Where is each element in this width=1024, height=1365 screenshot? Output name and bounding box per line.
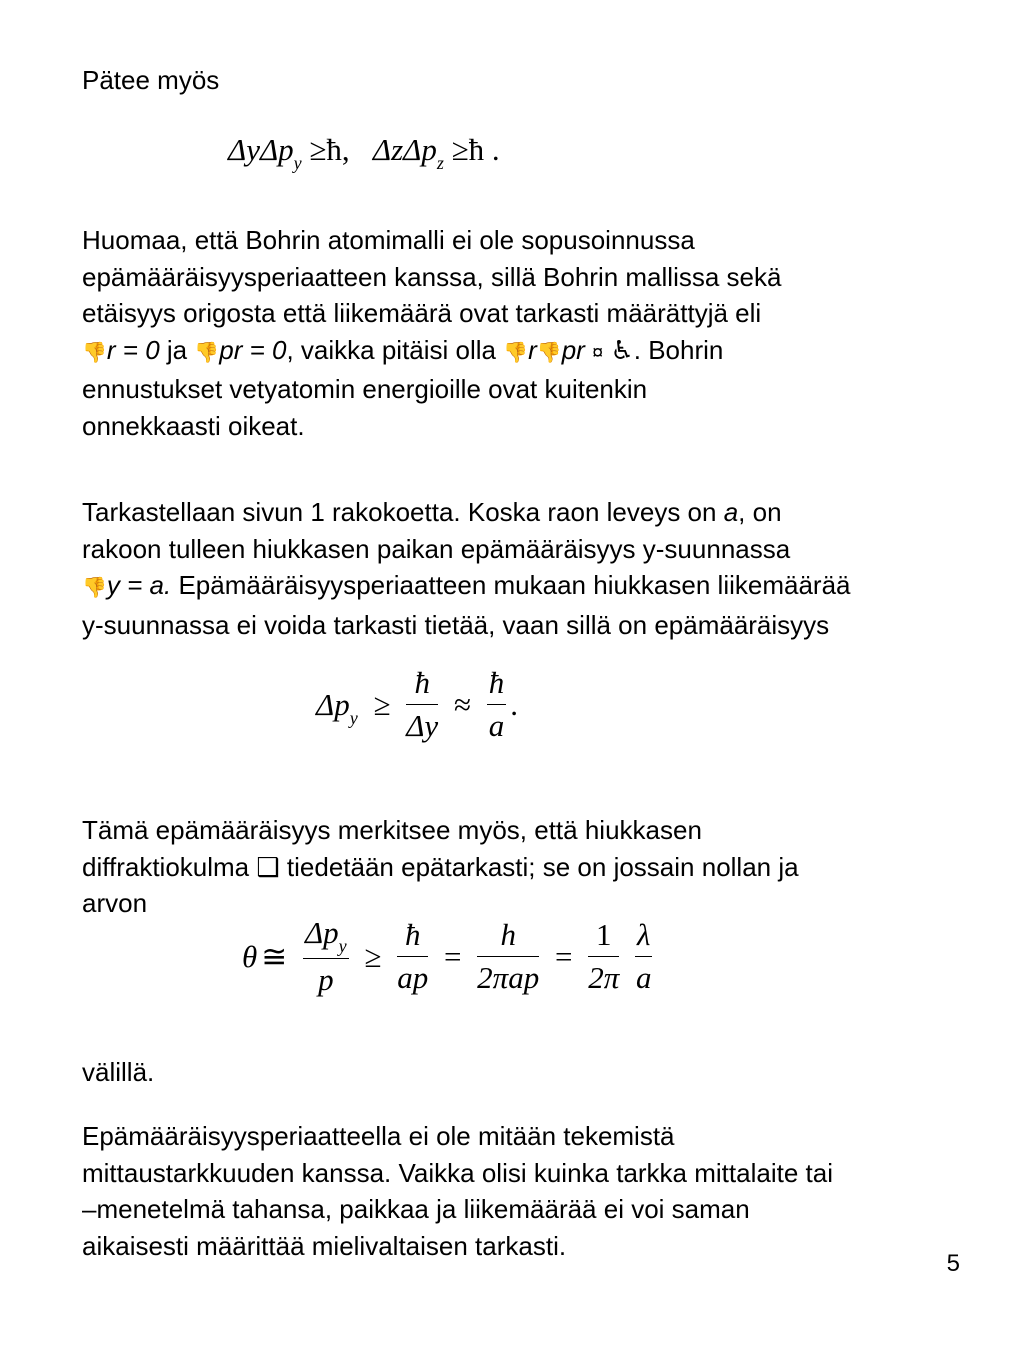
para1-line4 <box>82 332 982 372</box>
currency-sign-icon: ¤ <box>592 341 604 364</box>
para1-line1: Huomaa, että Bohrin atomimalli ei ole sopusoinnussa <box>82 225 695 255</box>
para1-ja: ja <box>159 334 195 365</box>
para3-line2 <box>82 849 982 886</box>
equation-uncertainty-yz <box>228 132 500 173</box>
paragraph-angle <box>82 812 982 922</box>
para2-line3 <box>82 567 992 607</box>
ballot-box-icon: ❑ <box>256 851 280 882</box>
para3-line2-a: diffraktiokulma <box>82 851 257 882</box>
para1-line5: ennustukset vetyatomin energioille ovat kuitenkin <box>82 374 648 404</box>
eq3-f3-den: 2πap <box>477 960 540 995</box>
para2-line3-b: Epämääräisyysperiaatteen mukaan hiukkasen liikemäärää <box>171 570 851 600</box>
eq3-eq1: = <box>443 938 462 974</box>
thumbs-down-icon: 👎 <box>82 341 107 364</box>
para1-r: r <box>528 334 537 365</box>
eq3-f4-den: 2π <box>588 960 620 995</box>
eq2-f2-num: ħ <box>487 666 507 705</box>
para1-pr-zero: pr = 0 <box>219 334 287 365</box>
wheelchair-icon: ♿ <box>610 334 634 365</box>
valilla-text: välillä. <box>82 1057 155 1087</box>
eq2-f1-den: Δy <box>406 708 439 743</box>
eq3-f1-den: p <box>318 962 334 997</box>
eq2-approx: ≈ <box>453 686 471 722</box>
para1-r-zero: r = 0 <box>106 334 160 365</box>
eq1-lhs-z: ΔzΔp <box>372 132 437 167</box>
eq1-rel-y: ≥ħ, <box>309 132 350 167</box>
eq1-sub-z: z <box>436 153 444 173</box>
eq2-lhs: Δp <box>316 686 350 722</box>
eq2-lhs-sub: y <box>349 707 358 728</box>
eq2-f2-den: a <box>488 708 505 743</box>
eq3-f1-num-sub: y <box>338 936 347 956</box>
thumbs-down-icon: 👎 <box>82 577 107 599</box>
eq3-eq2: = <box>554 938 573 974</box>
intro-text: Pätee myös <box>82 65 220 95</box>
para4-line1: Epämääräisyysperiaatteella ei ole mitään tekemistä <box>82 1121 675 1151</box>
equation-diffraction-angle <box>238 916 656 997</box>
eq1-rel-z: ≥ħ . <box>451 132 500 167</box>
eq2-ge: ≥ <box>373 686 391 722</box>
para1-line6: onnekkaasti oikeat. <box>82 410 305 441</box>
para2-y-eq-a: y = a. <box>106 570 172 600</box>
paragraph-measurement <box>82 1118 982 1264</box>
equation-momentum-uncertainty <box>312 666 522 743</box>
para2-line2: rakoon tulleen hiukkasen paikan epämääräisyys y-suunnassa <box>82 533 791 564</box>
eq3-cong: ≅ <box>261 938 288 974</box>
paragraph-slit <box>82 494 992 643</box>
para2-line1-a: Tarkastellaan sivun 1 rakokoetta. Koska raon leveys on <box>82 497 724 527</box>
eq3-f4-num: 1 <box>588 918 619 957</box>
para4-line4: aikaisesti määrittää mielivaltaisen tarkasti. <box>82 1230 567 1261</box>
para4-line2: mittaustarkkuuden kanssa. Vaikka olisi kuinka tarkka mittalaite tai <box>82 1157 833 1188</box>
eq1-lhs-y: ΔyΔp <box>228 132 294 167</box>
para2-line1 <box>82 494 992 531</box>
eq2-f1-num: ħ <box>406 666 438 705</box>
para4-line3: –menetelmä tahansa, paikkaa ja liikemäärää ei voi saman <box>82 1194 750 1224</box>
eq3-theta: θ <box>242 938 258 974</box>
thumbs-down-icon: 👎 <box>503 341 529 364</box>
para2-line4: y-suunnassa ei voida tarkasti tietää, vaan sillä on epämääräisyys <box>82 609 830 640</box>
eq3-f1-num: Δp <box>304 915 339 950</box>
paragraph-bohr <box>82 222 982 444</box>
para3-line1: Tämä epämääräisyys merkitsee myös, että hiukkasen <box>82 815 702 845</box>
para2-a: a <box>723 497 739 527</box>
eq3-f2-den: ap <box>397 960 429 995</box>
para1-vaikka: , vaikka pitäisi olla <box>286 334 504 365</box>
eq1-sub-y: y <box>293 153 302 173</box>
para1-line3: etäisyys origosta että liikemäärä ovat tarkasti määrättyjä eli <box>82 298 762 328</box>
para1-bohrin: . Bohrin <box>633 334 724 365</box>
para1-line2: epämääräisyysperiaatteen kanssa, sillä Bohrin mallissa sekä <box>82 261 782 292</box>
eq3-f2-num: ħ <box>397 918 428 957</box>
thumbs-down-icon: 👎 <box>536 341 562 364</box>
eq3-ge: ≥ <box>364 938 382 974</box>
page-number: 5 <box>946 1250 960 1277</box>
para3-line2-b: tiedetään epätarkasti; se on jossain nollan ja <box>279 851 799 882</box>
para3-line3: arvon <box>82 888 148 918</box>
eq3-f5-num: λ <box>635 918 652 957</box>
thumbs-down-icon: 👎 <box>194 341 220 364</box>
eq3-f5-den: a <box>635 960 652 995</box>
eq2-end: . <box>510 686 518 722</box>
eq3-f3-num: h <box>477 918 539 957</box>
para1-pr: pr <box>561 334 585 365</box>
para2-line1-c: , on <box>738 497 782 527</box>
